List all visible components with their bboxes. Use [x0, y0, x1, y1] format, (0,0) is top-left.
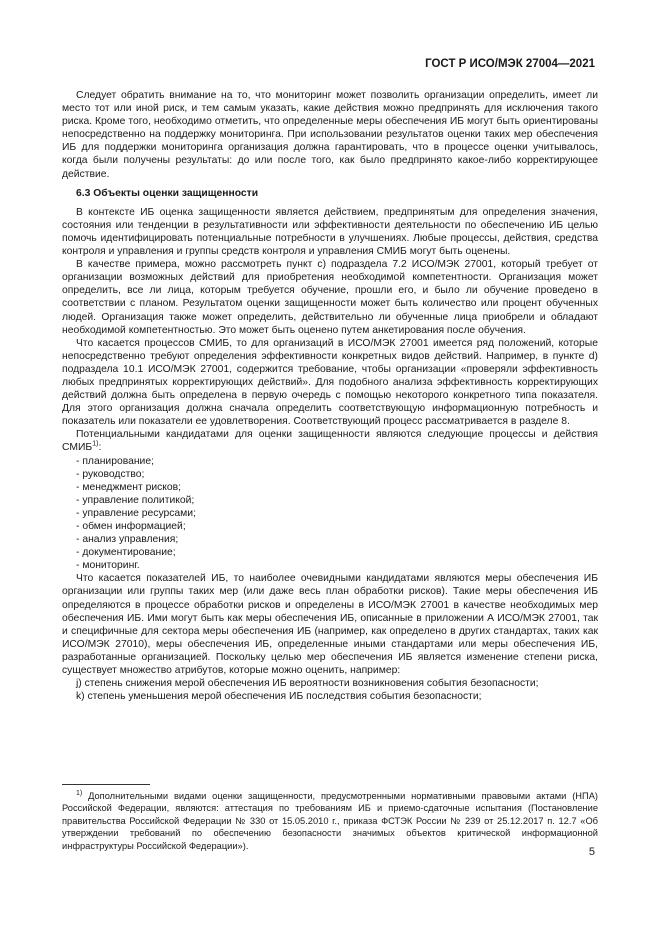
enum-item-k: k) степень уменьшения мерой обеспечения ИБ последствия события безопасности; [76, 691, 482, 703]
section-paragraph-4 [62, 428, 598, 454]
list-item: - менеджмент рисков; [76, 481, 598, 494]
list-item: - управление ресурсами; [76, 507, 598, 520]
footnote-divider [62, 784, 150, 785]
intro-paragraph: Следует обратить внимание на то, что мониторинг может позволить организации определить, имеет ли место тот или иной риск, и тем самым указать, какие действия можно предпринять для исключения такого риска. Кроме того, необходимо отметить, что определенные меры обеспечения ИБ могут быть ориентированы непосредственно на поддержку мониторинга. При использовании результатов оценки таких мер обеспечения ИБ для поддержки мониторинга организация должна гарантировать, что в процессе оценки учитывалось, когда были получены результаты: до или после того, как было предпринято какое-либо корректирующее действие. [62, 90, 598, 180]
list-item: - обмен информацией; [76, 520, 598, 533]
list-item: - мониторинг. [76, 559, 598, 572]
document-header: ГОСТ Р ИСО/МЭК 27004—2021 [425, 58, 595, 70]
process-list [62, 455, 598, 573]
list-item: - документирование; [76, 546, 598, 559]
enum-item-j: j) степень снижения мерой обеспечения ИБ вероятности возникновения события безопасности; [76, 678, 539, 690]
list-item: - управление политикой; [76, 494, 598, 507]
paragraph-4-text: Потенциальными кандидатами для оценки защищенности являются следующие процессы и действия СМИБ [62, 429, 598, 454]
list-item: - анализ управления; [76, 533, 598, 546]
list-item: - руководство; [76, 468, 598, 481]
footnote-marker: 1) [76, 789, 83, 797]
footnote-reference[interactable]: 1) [92, 441, 99, 448]
page-number: 5 [588, 846, 595, 858]
document-body [62, 89, 598, 703]
section-heading: 6.3 Объекты оценки защищенности [76, 187, 259, 199]
footnote [62, 790, 598, 852]
list-item: - планирование; [76, 455, 598, 468]
section-paragraph-2: В качестве примера, можно рассмотреть пункт с) подраздела 7.2 ИСО/МЭК 27001, который требует от организации возможных действий для приобретения необходимой компетентности. Организация может определить, все ли лица, которым требуется обучение, прошли его, и было ли обучение проведено в соответствии с планом. Результатом оценки защищенности может быть количество или процент обученных людей. Организация также может определить, действительно ли обученные лица приобрели и обладают необходимой компетентностью. Это может быть оценено путем анкетирования после обучения. [62, 259, 598, 336]
section-paragraph-5: Что касается показателей ИБ, то наиболее очевидными кандидатами являются меры обеспечения ИБ организации или группы таких мер (или даже весь план обработки рисков). Такие меры обеспечения ИБ определяются в процессе обработки рисков и определены в ИСО/МЭК 27001 в качестве необходимых мер обеспечения ИБ. Ими могут быть как меры обеспечения ИБ, описанные в приложении А ИСО/МЭК 27001, так и специфичные для сектора меры обеспечения ИБ (например, как определено в других стандартах, таких как ИСО/МЭК 27010), меры обеспечения ИБ, определенные иными стандартами или меры обеспечения ИБ, разработанные организацией. Поскольку целью мер обеспечения ИБ является изменение степени риска, существует множество атрибутов, которые можно оценить, например: [62, 573, 598, 677]
paragraph-4-tail: : [98, 442, 102, 454]
section-paragraph-1: В контексте ИБ оценка защищенности является действием, предпринятым для определения значения, состояния или тенденции в результативности или эффективности деятельности по обеспечению ИБ целью помочь идентифицировать потенциальные потребности в улучшениях. Любые процессы, действия, средства контроля и управления и группы средств контроля и управления СМИБ могут быть оценены. [62, 206, 598, 258]
section-paragraph-3: Что касается процессов СМИБ, то для организаций в ИСО/МЭК 27001 имеется ряд положений, которые непосредственно требуют определения эффективности конкретных видов действий. Например, в пункте d) подраздела 10.1 ИСО/МЭК 27001, содержится требование, чтобы организации «проверяли эффективность любых предпринятых корректирующих действий». Для подобного анализа эффективность корректирующих действий должна быть определена в первую очередь с помощью некоторого конкретного типа показателя. Для этого организация должна сначала определить соответствующую информационную потребность и показатель или показатели ее удовлетворения. Соответствующий процесс рассматривается в разделе 8. [62, 337, 598, 428]
footnote-text: Дополнительными видами оценки защищенности, предусмотренными нормативными правовыми актами (НПА) Российской Федерации, являются: аттестация по требованиям ИБ и приемо-сдаточные испытания (Постановление правительства Российской Федерации № 330 от 15.05.2010 г., приказа ФСТЭК России № 239 от 25.12.2017 п. 12.7 «Об утверждении требований по обеспечению безопасности значимых объектов критической информационной инфраструктуры Российской Федерации»). [62, 791, 598, 851]
